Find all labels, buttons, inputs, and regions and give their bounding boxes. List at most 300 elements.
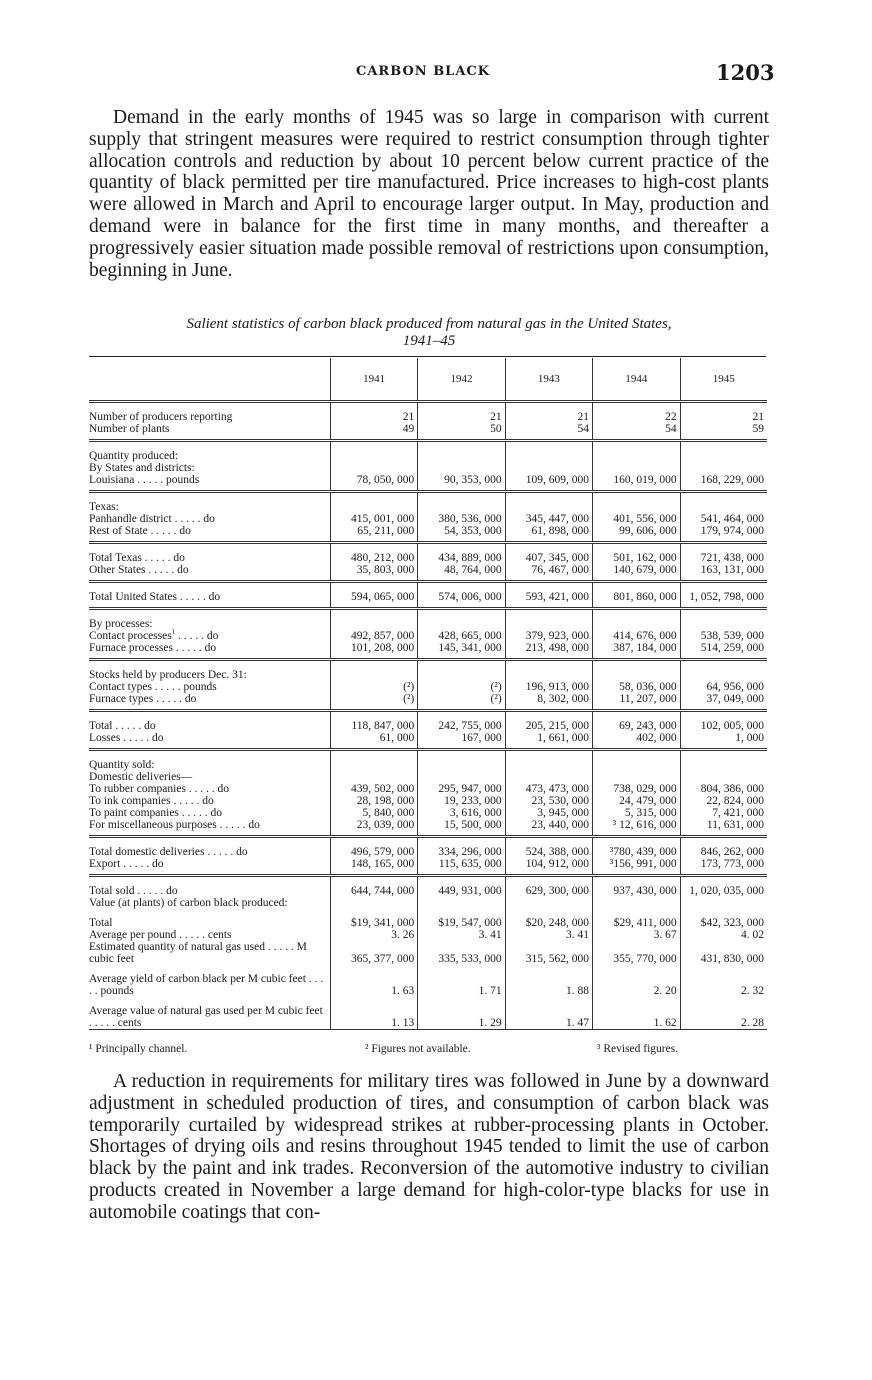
table-cell: 37, 049, 000 xyxy=(680,693,767,705)
row-label xyxy=(89,411,330,423)
running-header: CARBON BLACK xyxy=(356,64,491,79)
row-label xyxy=(89,513,330,525)
table-row-panhandle xyxy=(89,513,767,525)
table-spacer xyxy=(89,543,767,553)
paragraph-reduction xyxy=(89,1071,769,1224)
row-unit: do xyxy=(151,732,164,744)
table-row-other-states xyxy=(89,564,767,576)
table-cell: 5, 840, 000 xyxy=(330,807,417,819)
table-cell: 50 xyxy=(418,423,505,435)
table-cell: 23, 440, 000 xyxy=(505,819,592,831)
table-cell: 54 xyxy=(505,423,592,435)
table-row-ink xyxy=(89,795,767,807)
table-cell: $42, 323, 000 xyxy=(680,917,767,929)
table-row-plants xyxy=(89,423,767,435)
table-row-total-stocks xyxy=(89,720,767,732)
table-section-heading xyxy=(89,462,767,474)
table-cell: 380, 536, 000 xyxy=(418,513,505,525)
row-label-text: Other States xyxy=(89,564,146,576)
table-cell: 196, 913, 000 xyxy=(505,681,592,693)
table-cell: 738, 029, 000 xyxy=(593,783,681,795)
leader-dots: . . . . . xyxy=(216,819,249,831)
table-section-heading xyxy=(89,501,767,513)
caption-line1: Salient statistics of carbon black produced from natural gas in the United States, xyxy=(186,316,672,332)
row-label xyxy=(89,941,330,965)
row-label xyxy=(89,564,330,576)
row-label-text: Average yield of carbon black per M cubic feet xyxy=(89,973,306,985)
table-spacer xyxy=(89,402,767,412)
table-row-total-us xyxy=(89,591,767,603)
row-label-text: Furnace types xyxy=(89,693,154,705)
row-label-text: Total sold xyxy=(89,885,135,897)
table-cell: 54 xyxy=(593,423,681,435)
row-unit: do xyxy=(210,807,223,819)
table-cell: 23, 039, 000 xyxy=(330,819,417,831)
table-spacer xyxy=(89,997,767,1005)
row-label-text: Total domestic deliveries xyxy=(89,846,205,858)
table-cell: 644, 744, 000 xyxy=(330,885,417,897)
table-cell: 213, 498, 000 xyxy=(505,642,592,654)
table-cell: 514, 259, 000 xyxy=(680,642,767,654)
table-cell: 69, 243, 000 xyxy=(593,720,681,732)
table-cell: 449, 931, 000 xyxy=(418,885,505,897)
table-cell: 3. 26 xyxy=(330,929,417,941)
table-section-heading xyxy=(89,897,767,909)
table-cell: 721, 438, 000 xyxy=(680,552,767,564)
table-cell: 48, 764, 000 xyxy=(418,564,505,576)
year-header: 1943 xyxy=(505,358,592,402)
table-spacer xyxy=(89,582,767,592)
table-section-heading xyxy=(89,450,767,462)
table-cell: 28, 198, 000 xyxy=(330,795,417,807)
table-cell: 804, 386, 000 xyxy=(680,783,767,795)
table-cell: $20, 248, 000 xyxy=(505,917,592,929)
table-cell: 64, 956, 000 xyxy=(680,681,767,693)
row-unit: cents xyxy=(207,929,232,941)
table-row-rest-of-state xyxy=(89,525,767,537)
table-label-header xyxy=(89,358,330,402)
table-cell: 4. 02 xyxy=(680,929,767,941)
row-label-text: Contact processes xyxy=(89,630,172,642)
leader-dots: . . . . . xyxy=(185,783,218,795)
table-cell: 574, 006, 000 xyxy=(418,591,505,603)
table-cell: 335, 533, 000 xyxy=(418,941,505,965)
table-cell: 524, 388, 000 xyxy=(505,846,592,858)
row-label-text: Total Texas xyxy=(89,552,142,564)
row-unit: do xyxy=(217,783,230,795)
leader-dots: . . . . . xyxy=(175,630,207,642)
table-row-gas-used xyxy=(89,941,767,965)
table-cell: 594, 065, 000 xyxy=(330,591,417,603)
row-label xyxy=(89,885,330,897)
table-row-rubber xyxy=(89,783,767,795)
table-row-avg-yield xyxy=(89,973,767,997)
leader-dots: . . . . . xyxy=(172,642,205,654)
leader-dots: . . . . . xyxy=(120,732,152,744)
leader-dots: . . . . . xyxy=(264,941,297,953)
table-cell: 538, 539, 000 xyxy=(680,630,767,642)
leader-dots: . . . . . xyxy=(204,846,237,858)
table-cell: 148, 165, 000 xyxy=(330,858,417,870)
row-label-text: Rest of State xyxy=(89,525,148,537)
table-cell: 5, 315, 000 xyxy=(593,807,681,819)
row-label-text: Average value of natural gas used per M cubic feet xyxy=(89,1005,323,1017)
table-cell: 11, 207, 000 xyxy=(593,693,681,705)
table-cell: 1. 13 xyxy=(330,1005,417,1030)
row-label xyxy=(89,525,330,537)
table-cell: 35, 803, 000 xyxy=(330,564,417,576)
table-cell: 3, 616, 000 xyxy=(418,807,505,819)
table-cell: $29, 411, 000 xyxy=(593,917,681,929)
table-row-contact-types xyxy=(89,681,767,693)
table-row-producers xyxy=(89,411,767,423)
table-cell: 23, 530, 000 xyxy=(505,795,592,807)
table-cell: 118, 847, 000 xyxy=(330,720,417,732)
table-cell: $19, 547, 000 xyxy=(418,917,505,929)
table-cell: 2. 28 xyxy=(680,1005,767,1030)
table-section-heading xyxy=(89,771,767,783)
table-cell: 19, 233, 000 xyxy=(418,795,505,807)
row-label xyxy=(89,795,330,807)
row-label-text: Total xyxy=(89,917,113,929)
table-cell: 54, 353, 000 xyxy=(418,525,505,537)
table-spacer xyxy=(89,876,767,886)
table-spacer xyxy=(89,909,767,917)
row-label-text: Total United States xyxy=(89,591,177,603)
table-cell: 101, 208, 000 xyxy=(330,642,417,654)
table-cell: 3. 67 xyxy=(593,929,681,941)
table-cell: 1. 88 xyxy=(505,973,592,997)
row-label-text: Export xyxy=(89,858,121,870)
table-row-furnace xyxy=(89,642,767,654)
table-row-export xyxy=(89,858,767,870)
table-cell: 15, 500, 000 xyxy=(418,819,505,831)
table-cell: 21 xyxy=(505,411,592,423)
caption-line2: 1941–45 xyxy=(402,333,456,349)
table-cell: 7, 421, 000 xyxy=(680,807,767,819)
table-cell: 2. 20 xyxy=(593,973,681,997)
row-label-text: Estimated quantity of natural gas used xyxy=(89,941,265,953)
section-heading-label: Value (at plants) of carbon black produced: xyxy=(89,897,288,909)
year-header: 1942 xyxy=(418,358,505,402)
table-cell: (²) xyxy=(330,693,417,705)
row-unit: do xyxy=(204,642,217,654)
paragraph-reduction-text: A reduction in requirements for military tires was followed in June by a downward adjustment in scheduled production of tires, and consumption of carbon black was temporarily curtailed by widespread strikes at rubber-processing plants in October. Shortages of drying oils and resins throughout 1945 tended to limit the use of carbon black by the paint and ink trades. Reconversion of the automotive industry to civilian products created in November a large demand for high-color-type blacks for use in automobile coatings that con- xyxy=(89,1071,769,1223)
leader-dots: . . . . . xyxy=(170,795,203,807)
leader-dots: . . . . . xyxy=(120,858,152,870)
table-cell: 59 xyxy=(680,423,767,435)
year-header: 1945 xyxy=(680,358,767,402)
row-label xyxy=(89,732,330,744)
leader-dots: . . . . . xyxy=(151,681,184,693)
row-label xyxy=(89,917,330,929)
row-unit: do xyxy=(202,795,214,807)
table-cell: ³780, 439, 000 xyxy=(593,846,681,858)
row-label xyxy=(89,681,330,693)
row-label xyxy=(89,552,330,564)
row-label-text: Contact types xyxy=(89,681,152,693)
row-label-text: To paint companies xyxy=(89,807,179,819)
table-cell: 345, 447, 000 xyxy=(505,513,592,525)
row-unit: do xyxy=(177,564,189,576)
table-cell: 3, 945, 000 xyxy=(505,807,592,819)
table-row-paint xyxy=(89,807,767,819)
table-cell: 8, 302, 000 xyxy=(505,693,592,705)
table-row-total-texas xyxy=(89,552,767,564)
row-label xyxy=(89,591,330,603)
row-unit: pounds xyxy=(165,474,200,486)
row-unit: cents xyxy=(117,1017,142,1029)
row-unit: do xyxy=(203,513,215,525)
leader-dots: . . . . . xyxy=(89,1017,118,1029)
page-number: 1203 xyxy=(716,60,775,85)
row-label xyxy=(89,642,330,654)
row-label xyxy=(89,929,330,941)
table-cell: 22 xyxy=(593,411,681,423)
table-cell: 492, 857, 000 xyxy=(330,630,417,642)
table-cell: 937, 430, 000 xyxy=(593,885,681,897)
row-unit: do xyxy=(248,819,260,831)
row-label xyxy=(89,720,330,732)
table-cell: 21 xyxy=(680,411,767,423)
section-heading-label: Domestic deliveries— xyxy=(89,771,193,783)
table-cell: 2. 32 xyxy=(680,973,767,997)
table-spacer xyxy=(89,492,767,502)
row-label-text: To rubber companies xyxy=(89,783,186,795)
table-cell: 76, 467, 000 xyxy=(505,564,592,576)
table-section-heading xyxy=(89,759,767,771)
table-cell: 629, 300, 000 xyxy=(505,885,592,897)
table-cell: 1. 47 xyxy=(505,1005,592,1030)
table-row-avg-value-gas xyxy=(89,1005,767,1030)
table-cell: 21 xyxy=(418,411,505,423)
row-label xyxy=(89,783,330,795)
year-header: 1941 xyxy=(330,358,417,402)
table-cell: 61, 898, 000 xyxy=(505,525,592,537)
footnote-1: ¹ Principally channel. xyxy=(89,1043,188,1055)
section-heading-label: Texas: xyxy=(89,501,119,513)
leader-dots: . . . . . xyxy=(176,929,208,941)
row-label-text: For miscellaneous purposes xyxy=(89,819,217,831)
table-cell: 439, 502, 000 xyxy=(330,783,417,795)
table-spacer xyxy=(89,711,767,721)
table-cell: 315, 562, 000 xyxy=(505,941,592,965)
table-cell: 163, 131, 000 xyxy=(680,564,767,576)
table-spacer xyxy=(89,609,767,619)
row-label xyxy=(89,423,330,435)
table-cell: 1. 71 xyxy=(418,973,505,997)
table-cell: 801, 860, 000 xyxy=(593,591,681,603)
table-cell: 145, 341, 000 xyxy=(418,642,505,654)
table-cell: 109, 609, 000 xyxy=(505,474,592,486)
table-cell: 334, 296, 000 xyxy=(418,846,505,858)
leader-dots: . . . . . xyxy=(89,973,324,997)
leader-dots: . . . . . xyxy=(147,525,180,537)
table-section-heading xyxy=(89,618,767,630)
table-cell: 140, 679, 000 xyxy=(593,564,681,576)
row-label xyxy=(89,846,330,858)
row-label-text: Furnace processes xyxy=(89,642,173,654)
table-spacer xyxy=(89,441,767,451)
table-cell: 78, 050, 000 xyxy=(330,474,417,486)
table-row-furnace-types xyxy=(89,693,767,705)
table-cell: 401, 556, 000 xyxy=(593,513,681,525)
table-cell: 1, 661, 000 xyxy=(505,732,592,744)
table-cell: 480, 212, 000 xyxy=(330,552,417,564)
table-spacer xyxy=(89,837,767,847)
table-cell: 1, 020, 035, 000 xyxy=(680,885,767,897)
table-cell: ³ 12, 616, 000 xyxy=(593,819,681,831)
table-spacer xyxy=(89,965,767,973)
table-cell: 24, 479, 000 xyxy=(593,795,681,807)
leader-dots: . . . . . xyxy=(178,807,211,819)
table-cell: ³156, 991, 000 xyxy=(593,858,681,870)
table-cell: 295, 947, 000 xyxy=(418,783,505,795)
row-label-text: Louisiana xyxy=(89,474,135,486)
table-cell: 61, 000 xyxy=(330,732,417,744)
table-row-louisiana xyxy=(89,474,767,486)
table-cell: 65, 211, 000 xyxy=(330,525,417,537)
row-label-text: Average per pound xyxy=(89,929,177,941)
row-unit: do xyxy=(144,720,156,732)
table-cell: 1. 63 xyxy=(330,973,417,997)
leader-dots: . . . . . xyxy=(141,552,174,564)
table-row-contact xyxy=(89,630,767,642)
table-cell: 90, 353, 000 xyxy=(418,474,505,486)
table-cell: (²) xyxy=(418,681,505,693)
section-heading-label: By processes: xyxy=(89,618,153,630)
table-cell: 99, 606, 000 xyxy=(593,525,681,537)
table-caption xyxy=(89,316,769,350)
row-unit: do xyxy=(208,591,221,603)
table-cell: 22, 824, 000 xyxy=(680,795,767,807)
row-unit: M cubic feet xyxy=(89,941,307,965)
row-label xyxy=(89,973,330,997)
table-cell: 104, 912, 000 xyxy=(505,858,592,870)
table-section-heading xyxy=(89,669,767,681)
section-heading-label: By States and districts: xyxy=(89,462,195,474)
section-heading-label: Quantity sold: xyxy=(89,759,155,771)
row-unit: do xyxy=(236,846,248,858)
leader-dots: . . . . . xyxy=(134,885,167,897)
row-unit: do xyxy=(166,885,178,897)
table-cell: 415, 001, 000 xyxy=(330,513,417,525)
footnote-3: ³ Revised figures. xyxy=(597,1043,679,1055)
table-cell: 402, 000 xyxy=(593,732,681,744)
paragraph-demand xyxy=(89,107,769,281)
table-cell: 167, 000 xyxy=(418,732,505,744)
footnote-2: ² Figures not available. xyxy=(365,1043,471,1055)
leader-dots: . . . . . xyxy=(177,591,209,603)
row-unit: pounds xyxy=(100,985,134,997)
table-cell: 593, 421, 000 xyxy=(505,591,592,603)
table-cell: 414, 676, 000 xyxy=(593,630,681,642)
table-cell: 168, 229, 000 xyxy=(680,474,767,486)
row-label xyxy=(89,630,330,642)
row-label-text: Losses xyxy=(89,732,121,744)
row-label-text: Panhandle district xyxy=(89,513,172,525)
table-cell: $19, 341, 000 xyxy=(330,917,417,929)
table-cell: 242, 755, 000 xyxy=(418,720,505,732)
leader-dots: . . . . . xyxy=(112,720,145,732)
row-label-text: Number of producers reporting xyxy=(89,411,233,423)
table-cell: 434, 889, 000 xyxy=(418,552,505,564)
table-cell: 1, 000 xyxy=(680,732,767,744)
table-row-avg-pound xyxy=(89,929,767,941)
table-cell: 173, 773, 000 xyxy=(680,858,767,870)
row-label xyxy=(89,474,330,486)
table-row-misc xyxy=(89,819,767,831)
table-cell: 496, 579, 000 xyxy=(330,846,417,858)
table-cell: 541, 464, 000 xyxy=(680,513,767,525)
leader-dots: . . . . . xyxy=(134,474,166,486)
table-cell: 355, 770, 000 xyxy=(593,941,681,965)
table-cell: 58, 036, 000 xyxy=(593,681,681,693)
table-row-losses xyxy=(89,732,767,744)
row-label xyxy=(89,819,330,831)
table-cell: 379, 923, 000 xyxy=(505,630,592,642)
table-cell: 1, 052, 798, 000 xyxy=(680,591,767,603)
table-cell: 501, 162, 000 xyxy=(593,552,681,564)
table-row-value-total xyxy=(89,917,767,929)
row-label-text: Number of plants xyxy=(89,423,170,435)
row-label xyxy=(89,693,330,705)
table-cell: (²) xyxy=(418,693,505,705)
table-cell: 1. 62 xyxy=(593,1005,681,1030)
row-label xyxy=(89,807,330,819)
section-heading-label: Quantity produced: xyxy=(89,450,179,462)
row-label xyxy=(89,1005,330,1030)
year-header: 1944 xyxy=(593,358,681,402)
table-cell: 3. 41 xyxy=(418,929,505,941)
table-top-rule xyxy=(89,356,766,357)
table-cell: 3. 41 xyxy=(505,929,592,941)
table-cell: 1. 29 xyxy=(418,1005,505,1030)
row-unit: pounds xyxy=(183,681,217,693)
table-cell: 21 xyxy=(330,411,417,423)
row-unit: do xyxy=(184,693,197,705)
table-spacer xyxy=(89,750,767,760)
section-heading-label: Stocks held by producers Dec. 31: xyxy=(89,669,247,681)
row-unit: do xyxy=(179,525,191,537)
table-cell: 407, 345, 000 xyxy=(505,552,592,564)
footnote-marker: 1 xyxy=(171,628,176,637)
table-cell: 365, 377, 000 xyxy=(330,941,417,965)
row-label-text: To ink companies xyxy=(89,795,171,807)
table-cell: 115, 635, 000 xyxy=(418,858,505,870)
salient-statistics-table xyxy=(89,358,767,1030)
table-row-total-sold xyxy=(89,885,767,897)
table-cell: 387, 184, 000 xyxy=(593,642,681,654)
table-spacer xyxy=(89,660,767,670)
row-unit: do xyxy=(206,630,219,642)
table-cell: 179, 974, 000 xyxy=(680,525,767,537)
row-unit: do xyxy=(173,552,185,564)
table-cell: 11, 631, 000 xyxy=(680,819,767,831)
leader-dots: . . . . . xyxy=(145,564,178,576)
table-row-total-domestic xyxy=(89,846,767,858)
table-cell: 473, 473, 000 xyxy=(505,783,592,795)
table-cell: 205, 215, 000 xyxy=(505,720,592,732)
table-cell: 431, 830, 000 xyxy=(680,941,767,965)
table-cell: 49 xyxy=(330,423,417,435)
row-unit: do xyxy=(151,858,164,870)
table-cell: 846, 262, 000 xyxy=(680,846,767,858)
paragraph-demand-text: Demand in the early months of 1945 was so large in comparison with current supply that stringent measures were required to restrict consumption through tighter allocation controls and reduction by about 10 percent below current practice of the quantity of black permitted per tire manufactured. Price increases to high-cost plants were allowed in March and April to encourage larger output. In May, production and demand were in balance for the first time in many months, and thereafter a progressively easier situation made possible removal of restrictions upon consumption, beginning in June. xyxy=(89,107,769,281)
table-cell: (²) xyxy=(330,681,417,693)
leader-dots: . . . . . xyxy=(153,693,185,705)
row-label xyxy=(89,858,330,870)
